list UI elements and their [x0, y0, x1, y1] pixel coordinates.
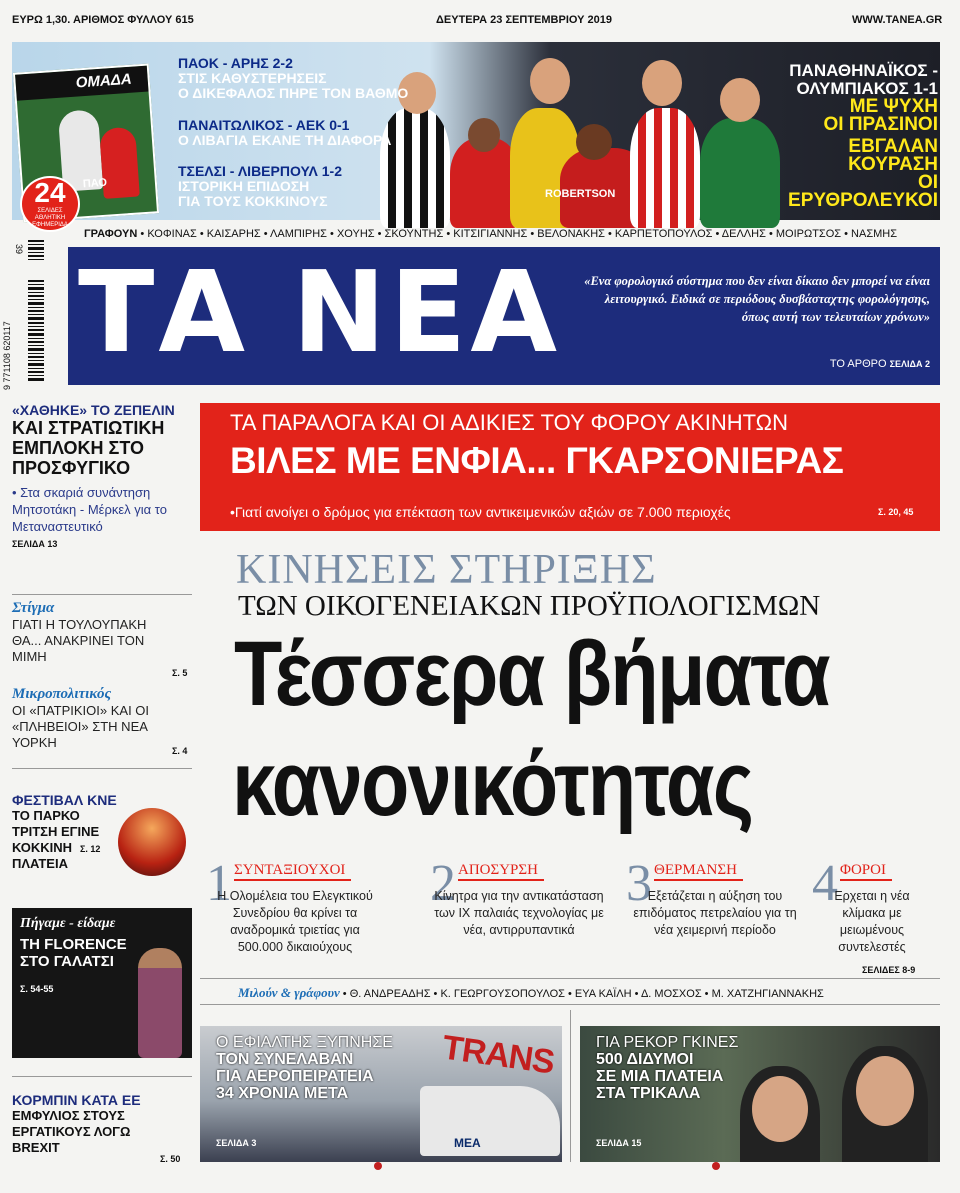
derby-line: ΟΛΥΜΠΙΑΚΟΣ 1-1: [796, 79, 938, 98]
story-text: ΓΙΑΤΙ Η ΤΟΥΛΟΥΠΑΚΗ ΘΑ... ΑΝΑΚΡΙΝΕΙ ΤΟΝ ΜΙΜΗ: [12, 617, 147, 664]
speak-line: [238, 985, 824, 1001]
story-line: ΓΙΑ ΡΕΚΟΡ ΓΚΙΝΕΣ: [596, 1034, 739, 1051]
story-kicker: Μικροπολιτικός: [12, 686, 112, 702]
sports-item-1[interactable]: [178, 56, 408, 101]
enfia-headline: ΒΙΛΕΣ ΜΕ ΕΝΦΙΑ... ΓΚΑΡΣΟΝΙΕΡΑΣ: [230, 440, 844, 481]
divider: [200, 978, 940, 979]
jersey-text: ROBERTSON: [545, 188, 616, 200]
sports-item-head: ΤΣΕΛΣΙ - ΛΙΒΕΡΠΟΥΛ 1-2: [178, 163, 342, 179]
step-title: ΑΠΟΣΥΡΣΗ: [458, 862, 544, 881]
divider: [12, 1076, 192, 1077]
sports-item-sub: ΙΣΤΟΡΙΚΗ ΕΠΙΔΟΣΗ: [178, 178, 310, 194]
derby-line: ΠΑΝΑΘΗΝΑΪΚΟΣ -: [789, 61, 938, 80]
story-page: ΣΕΛΙΔΑ 3: [216, 1138, 257, 1148]
plane-text: TRANS: [439, 1028, 557, 1082]
sports-item-3[interactable]: [178, 164, 342, 209]
steps-pages: ΣΕΛΙΔΕΣ 8-9: [862, 965, 916, 975]
step-title: ΘΕΡΜΑΝΣΗ: [654, 862, 743, 881]
story-line: Ο ΕΦΙΑΛΤΗΣ ΞΥΠΝΗΣΕ: [216, 1034, 393, 1051]
story-line: ΣΤΑ ΤΡΙΚΑΛΑ: [596, 1085, 701, 1102]
plane-logo: MEA: [454, 1136, 481, 1150]
sports-item-sub: ΣΤΙΣ ΚΑΘΥΣΤΕΡΗΣΕΙΣ: [178, 70, 327, 86]
hijacking-story[interactable]: [200, 1026, 562, 1162]
article-ref-page: ΣΕΛΙΔΑ 2: [889, 359, 930, 369]
story-text: ΤΟ ΠΑΡΚΟ ΤΡΙΤΣΗ ΕΓΙΝΕ ΚΟΚΚΙΝΗ ΠΛΑΤΕΙΑ: [12, 808, 100, 871]
story-page: ΣΕΛΙΔΑ 15: [596, 1138, 642, 1148]
derby-line: ΟΙ ΠΡΑΣΙΝΟΙ: [823, 114, 938, 135]
barcode-number: 9 771108 620117: [2, 321, 12, 390]
story-page: Σ. 54-55: [20, 984, 54, 994]
magazine-title: ΟΜΑΔΑ: [15, 66, 148, 101]
story-line: 500 ΔΙΔΥΜΟΙ: [596, 1051, 694, 1068]
story-kicker: Στίγμα: [12, 600, 55, 616]
story-body: • Στα σκαριά συνάντηση Μητσοτάκη - Μέρκελ για το Μεταναστευτικό: [12, 485, 167, 534]
step-title: ΦΟΡΟΙ: [840, 862, 892, 881]
derby-line: ΟΙ ΕΡΥΘΡΟΛΕΥΚΟΙ: [788, 172, 938, 211]
story-zeppelin[interactable]: [12, 402, 192, 549]
step-text: Εξετάζεται η αύξηση του επιδόματος πετρελαίου για τη νέα χειμερινή περίοδο: [633, 889, 797, 937]
print-mark-icon: [374, 1162, 382, 1170]
sports-item-sub: Ο ΛΙΒΑΓΙΑ ΕΚΑΝΕ ΤΗ ΔΙΑΦΟΡΑ: [178, 132, 392, 148]
main-kicker-sub: ΤΩΝ ΟΙΚΟΓΕΝΕΙΑΚΩΝ ΠΡΟΫΠΟΛΟΓΙΣΜΩΝ: [238, 590, 821, 622]
story-text: ΤΗ FLORENCE ΣΤΟ ΓΑΛΑΤΣΙ: [20, 936, 127, 970]
main-headline-line2[interactable]: κανονικότητας: [232, 733, 753, 835]
sports-item-head: ΠΑΟΚ - ΑΡΗΣ 2-2: [178, 55, 293, 71]
sports-item-sub2: ΓΙΑ ΤΟΥΣ ΚΟΚΚΙΝΟΥΣ: [178, 193, 328, 209]
speak-names: • Θ. ΑΝΔΡΕΑΔΗΣ • Κ. ΓΕΩΡΓΟΥΣΟΠΟΥΛΟΣ • ΕΥΑ ΚΑΪΛΗ • Δ. ΜΟΣΧΟΣ • Μ. ΧΑΤΖΗΓΙΑΝΝΑΚΗΣ: [342, 988, 824, 1000]
main-kicker: ΚΙΝΗΣΕΙΣ ΣΤΗΡΙΞΗΣ: [236, 547, 657, 593]
enfia-kicker: ΤΑ ΠΑΡΑΛΟΓΑ ΚΑΙ ΟΙ ΑΔΙΚΙΕΣ ΤΟΥ ΦΟΡΟΥ ΑΚΙΝΗΤΩΝ: [230, 410, 788, 435]
step-text: Κίνητρα για την αντικατάσταση των ΙΧ παλαιάς τεχνολογίας με νέα, αντιρρυπαντικά: [434, 889, 604, 937]
website-link[interactable]: WWW.TANEA.GR: [852, 14, 943, 26]
twins-story[interactable]: [580, 1026, 940, 1162]
step-number: 1: [206, 855, 232, 912]
story-kicker: Πήγαμε - είδαμε: [20, 916, 116, 931]
story-kicker: «ΧΑΘΗΚΕ» ΤΟ ΖΕΠΕΛΙΝ: [12, 402, 175, 418]
derby-line: ΜΕ ΨΥΧΗ: [849, 96, 938, 117]
story-line: ΓΙΑ ΑΕΡΟΠΕΙΡΑΤΕΙΑ: [216, 1068, 374, 1085]
step-title: ΣΥΝΤΑΞΙΟΥΧΟΙ: [234, 862, 351, 881]
masthead-quote: «Ενα φορολογικό σύστημα που δεν είναι δίκαιο δεν μπορεί να είναι λειτουργικό. Ειδικά σε περιόδους δυσβάσταχτης φορολόγησης, όπως αυτή των τελευταίων χρόνων»: [584, 274, 930, 324]
step-number: 3: [626, 855, 652, 912]
badge-text: ΣΕΛΙΔΕΣ ΑΘΛΗΤΙΚΗ ΕΦΗΜΕΡΙΔΑ: [32, 208, 68, 228]
issue-date: ΔΕΥΤΕΡΑ 23 ΣΕΠΤΕΜΒΡΙΟΥ 2019: [436, 14, 612, 26]
step-text: Η Ολομέλεια του Ελεγκτικού Συνεδρίου θα κρίνει τα αναδρομικά τριετίας για 500.000 δικαιούχους: [217, 889, 373, 954]
writers-line: [84, 228, 897, 240]
story-page: Σ. 12: [80, 844, 101, 854]
article-ref-label: ΤΟ ΑΡΘΡΟ: [829, 358, 887, 370]
singer-photo: [138, 948, 182, 1058]
story-florence[interactable]: [12, 908, 192, 1058]
step-number: 2: [430, 855, 456, 912]
sports-item-2[interactable]: [178, 118, 391, 148]
story-text: ΟΙ «ΠΑΤΡΙΚΙΟΙ» ΚΑΙ ΟΙ «ΠΛΗΒΕΙΟΙ» ΣΤΗ ΝΕΑ ΥΟΡΚΗ: [12, 703, 150, 750]
writers-names: • ΚΟΦΙΝΑΣ • ΚΑΙΣΑΡΗΣ • ΛΑΜΠΙΡΗΣ • ΧΟΥΗΣ • ΣΚΟΥΝΤΗΣ • ΚΙΤΣΙΓΙΑΝΝΗΣ • ΒΕΛΟΝΑΚΗΣ • ΚΑΡΠΕΤΟΠΟΥΛΟΣ • ΔΕΛΛΗΣ • ΜΟΙΡΩΤΣΟΣ • ΝΑΣΜΗΣ: [140, 228, 898, 240]
story-page: Σ. 4: [172, 746, 188, 756]
price-issue: ΕΥΡΩ 1,30. ΑΡΙΘΜΟΣ ΦΥΛΛΟΥ 615: [12, 14, 194, 26]
enfia-page: Σ. 20, 45: [878, 507, 914, 517]
sports-pages-badge: [20, 176, 80, 232]
barcode-icon: [14, 240, 44, 385]
enfia-subhead: •Γιατί ανοίγει ο δρόμος για επέκταση των αντικειμενικών αξιών σε 7.000 περιοχές: [230, 504, 731, 520]
step-text: Ερχεται η νέα κλίμακα με μειωμένους συντελεστές: [834, 889, 910, 954]
sports-item-head: ΠΑΝΑΙΤΩΛΙΚΟΣ - ΑΕΚ 0-1: [178, 117, 350, 133]
derby-line: ΕΒΓΑΛΑΝ ΚΟΥΡΑΣΗ: [848, 136, 938, 175]
story-line: 34 ΧΡΟΝΙΑ ΜΕΤΑ: [216, 1085, 349, 1102]
main-headline-line1[interactable]: Τέσσερα βήματα: [234, 623, 829, 725]
story-page: Σ. 5: [172, 668, 188, 678]
story-line: ΤΟΝ ΣΥΝΕΛΑΒΑΝ: [216, 1051, 354, 1068]
writers-label: ΓΡΑΦΟΥΝ: [84, 228, 138, 240]
newspaper-title[interactable]: ΤΑ ΝΕΑ: [78, 248, 561, 378]
story-page: ΣΕΛΙΔΑ 13: [12, 539, 58, 549]
airplane-photo: [420, 1086, 560, 1156]
story-text: ΕΜΦΥΛΙΟΣ ΣΤΟΥΣ ΕΡΓΑΤΙΚΟΥΣ ΛΟΓΩ BREXIT: [12, 1108, 131, 1155]
story-micropolitics[interactable]: [12, 686, 192, 756]
divider: [200, 1004, 940, 1005]
badge-number: 24: [34, 177, 66, 208]
speak-label: Μιλούν & γράφουν: [238, 985, 340, 1000]
divider: [12, 768, 192, 769]
sports-item-sub2: Ο ΔΙΚΕΦΑΛΟΣ ΠΗΡΕ ΤΟΝ ΒΑΘΜΟ: [178, 85, 409, 101]
story-page: Σ. 50: [160, 1154, 181, 1164]
step-number: 4: [812, 855, 838, 912]
print-mark-icon: [712, 1162, 720, 1170]
story-kicker: ΦΕΣΤΙΒΑΛ ΚΝΕ: [12, 792, 117, 808]
story-corbyn[interactable]: [12, 1092, 192, 1164]
divider: [12, 594, 192, 595]
story-stigma[interactable]: [12, 600, 192, 678]
festival-photo: [118, 808, 186, 876]
divider: [570, 1010, 571, 1162]
magazine-cover-text: ΠΑΟ: [82, 176, 108, 191]
barcode-issue: 39: [14, 244, 24, 255]
story-head: ΚΑΙ ΣΤΡΑΤΙΩΤΙΚΗ ΕΜΠΛΟΚΗ ΣΤΟ ΠΡΟΣΦΥΓΙΚΟ: [12, 418, 165, 478]
story-kicker: ΚΟΡΜΠΙΝ ΚΑΤΑ ΕΕ: [12, 1092, 141, 1108]
derby-headline[interactable]: [768, 62, 938, 210]
article-reference[interactable]: [830, 358, 930, 370]
story-line: ΣΕ ΜΙΑ ΠΛΑΤΕΙΑ: [596, 1068, 724, 1085]
